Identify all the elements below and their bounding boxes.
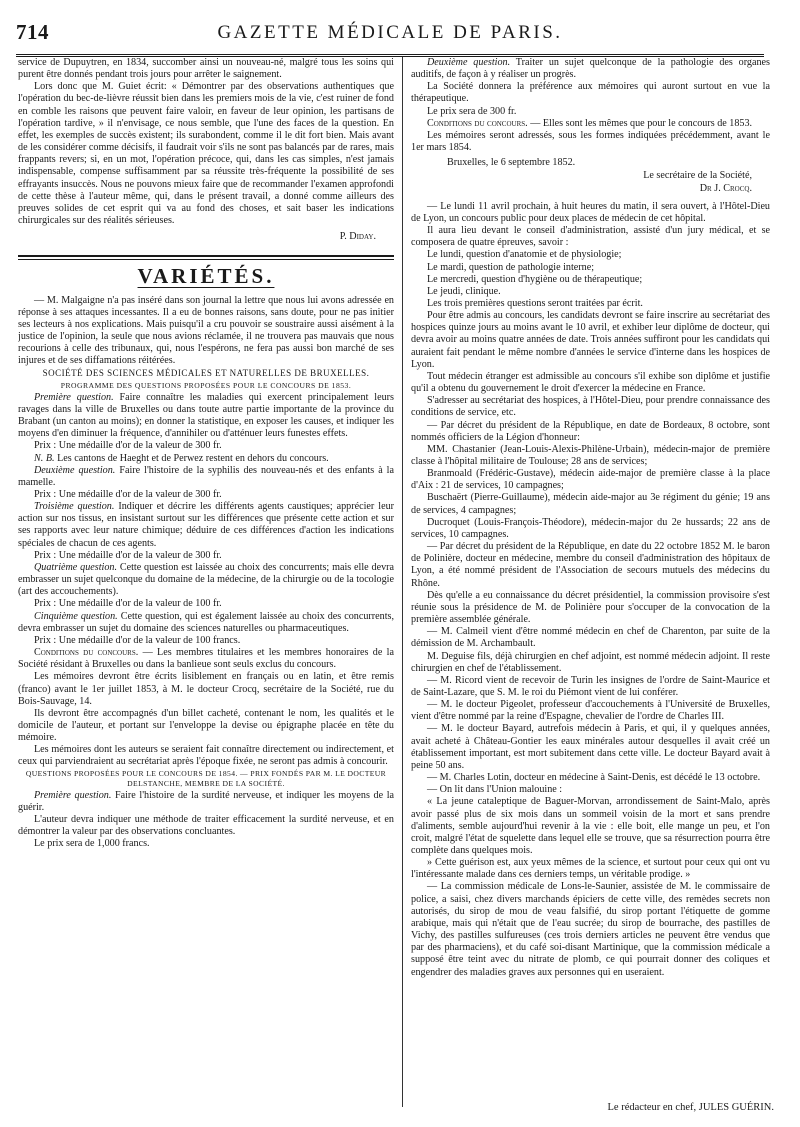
conditions-paragraph	[18, 647, 394, 671]
question-label: Première question.	[34, 789, 112, 801]
paragraph: La Société donnera la préférence aux mémoires qui auront surtout en vue la thérapeutique.	[411, 81, 770, 105]
paragraph: S'adresser au secrétariat des hospices, à l'Hôtel-Dieu, pour prendre connaissance des conditions de service, etc.	[411, 395, 770, 419]
question-text: Traiter un sujet quelconque de la pathologie des organes auditifs, de façon à y réaliser un progrès.	[411, 57, 770, 81]
paragraph: — M. Charles Lotin, docteur en médecine à Saint-Denis, est décédé le 13 octobre.	[427, 772, 761, 784]
paragraph: — Par décret du président de la République, en date du 22 octobre 1852 M. le baron de Polinière, docteur en médecine, membre du conseil d'administration des hôpitaux de Lyon, a été nommé président de l'Association de secours mutuels des médecins du Rhône.	[411, 541, 770, 589]
question-paragraph	[18, 392, 394, 441]
question-label: Quatrième question.	[34, 561, 117, 573]
question-paragraph	[18, 465, 394, 489]
paragraph: Les mémoires dont les auteurs se seraient fait connaître directement ou indirectement, et ceux qui parviendraient au secrétariat après l'époque fixée, ne seront pas admis à concourir.	[18, 744, 394, 768]
paragraph: — La commission médicale de Lons-le-Saunier, assistée de M. le commissaire de police, a saisi, chez divers marchands épiciers de cette ville, des remèdes secrets non autorisés, du sirop de mou de veau falsifié, du sirop portant l'étiquette de gomme arabique, mais qui n'était que de l'eau sucrée; du sirop de bourrache, des pastilles de Vichy, des pastilles sulfureuses (ces trois derniers articles ne peuvent être vendus que par des pharmaciens), et du café soi-disant Martinique, que la commission médicale a supposé être teint avec du nitrate de plomb, ce qui pourrait donner des coliques et engendrer des maladies graves aux personnes qui en useraient.	[411, 881, 770, 978]
paragraph: Buschaërt (Pierre-Guillaume), médecin aide-major au 3e régiment du génie; 19 ans de services, 4 campagnes;	[411, 492, 770, 516]
paragraph: — M. Malgaigne n'a pas inséré dans son journal la lettre que nous lui avons adressée en réponse à ses attaques incessantes. Il a eu de bonnes raisons, sans doute, pour ne pas initier ses lecteurs à nos explications. Mais puisqu'il a cru pouvoir se soustraire aussi aisément à la justice de l'opinion, la seule que nous avions réclamée, il ne trouvera pas mauvais que nous recourions à celle des tribunaux, qui, nous l'espérons, ne fera pas aussi bon marché de ses injures et de ses diffamations réitérées.	[18, 294, 394, 367]
prize-line: Prix : Une médaille d'or de la valeur de 300 fr.	[34, 440, 222, 452]
question-text: Faire connaître les maladies qui exercent principalement leurs ravages dans la ville de Bruxelles ou dans toute autre partie importante de la province du Brabant (un canton au moins); en donner la statistique, en exposer les causes, et indiquer les moyens d'en diminuer la fréquence, d'annihiler ou d'atténuer leurs funestes effets.	[18, 391, 394, 440]
page-number: 714	[16, 20, 49, 44]
paragraph: Les trois premières questions seront traitées par écrit.	[427, 297, 643, 309]
question-paragraph	[411, 57, 770, 81]
conditions-label: Conditions du concours.	[427, 117, 528, 129]
question-label: Première question.	[34, 391, 114, 403]
section-divider	[18, 255, 394, 260]
paragraph: — M. le docteur Pigeolet, professeur d'accouchements à l'Université de Bruxelles, vient d'être nommé par la reine d'Espagne, chevalier de l'ordre de Charles III.	[411, 699, 770, 723]
question-label: Deuxième question.	[34, 464, 116, 476]
society-heading: SOCIÉTÉ DES SCIENCES MÉDICALES ET NATURELLES DE BRUXELLES.	[42, 368, 370, 379]
question-text: Indiquer et décrire les différents agents caustiques; apprécier leur action sur nos tissus, en insistant surtout sur les différences que présente cette action et sur ses rapports avec leur nature chimique; déduire de ces différences d'action les indications spéciales de chacun de ces agents.	[18, 501, 394, 549]
question-paragraph	[18, 501, 394, 550]
paragraph: service de Dupuytren, en 1834, succomber ainsi un nouveau-né, malgré tous les soins qui purent être donnés pendant trois jours pour arrêter le saignement.	[18, 57, 394, 81]
question-label: Cinquième question.	[34, 610, 118, 622]
conditions-paragraph	[411, 118, 770, 130]
journal-title: GAZETTE MÉDICALE DE PARIS.	[217, 22, 563, 43]
list-item: Le jeudi, clinique.	[427, 285, 501, 297]
paragraph: Ducroquet (Louis-François-Théodore), médecin-major du 2e hussards; 22 ans de services, 10 campagnes.	[411, 516, 770, 540]
paragraph: « La jeune cataleptique de Baguer-Morvan, arrondissement de Saint-Malo, après avoir passé plus de six mois dans un sommeil voisin de la mort et sans prendre d'aliments, semble aujourd'hui revenir à la vie : elle boit, elle mange un peu, et l'on croit, malgré l'état de squelette dans lequel elle se trouve, que sa résurrection pourra être complète dans quelques mois.	[411, 796, 770, 856]
note-label: N. B.	[34, 452, 55, 464]
paragraph: Il aura lieu devant le conseil d'administration, assisté d'un jury médical, et se composera de quatre épreuves, savoir :	[411, 225, 770, 249]
paragraph: — Le lundi 11 avril prochain, à huit heures du matin, il sera ouvert, à l'Hôtel-Dieu de Lyon, un concours public pour deux places de médecin de cet hôpital.	[411, 200, 770, 224]
paragraph: Tout médecin étranger est admissible au concours s'il exhibe son diplôme et justifie qu'il a obtenu du gouvernement le droit d'exercer la médecine en France.	[411, 370, 770, 395]
question-label: Troisième question.	[34, 501, 115, 513]
paragraph: » Cette guérison est, aux yeux mêmes de la science, et surtout pour ceux qui ont vu l'intéressante malade dans ces derniers temps, un véritable prodige. »	[411, 857, 770, 881]
question-text: Faire l'histoire de la syphilis des nouveau-nés et des enfants à la mamelle.	[18, 464, 394, 488]
prize-line: Prix : Une médaille d'or de la valeur de 300 fr.	[34, 549, 222, 561]
conditions-label: Conditions du concours.	[34, 647, 139, 659]
prize-line: Le prix sera de 1,000 francs.	[34, 838, 150, 850]
paragraph: — M. Ricord vient de recevoir de Turin les insignes de l'ordre de Saint-Maurice et de Saint-Lazare, que S. M. le roi du Piémont vient de lui conférer.	[411, 674, 770, 698]
paragraph: L'auteur devra indiquer une méthode de traiter efficacement la surdité nerveuse, et en démontrer la valeur par des observations concluantes.	[18, 813, 394, 838]
prize-line: Prix : Une médaille d'or de la valeur de 100 francs.	[34, 634, 241, 646]
editor-signature: Le rédacteur en chef, JULES GUÉRIN.	[607, 1102, 774, 1113]
paragraph: Les mémoires seront adressés, sous les formes indiquées précédemment, avant le 1er mars 1854.	[411, 129, 770, 154]
paragraph: — On lit dans l'Union malouine :	[427, 784, 563, 796]
left-column	[18, 57, 394, 1119]
programme-heading-1854: QUESTIONS PROPOSÉES POUR LE CONCOURS DE 1854. — PRIX FONDÉS PAR M. LE DOCTEUR DELSTANCHE, MEMBRE DE LA SOCIÉTÉ.	[25, 768, 387, 789]
question-paragraph	[18, 562, 394, 598]
paragraph: MM. Chastanier (Jean-Louis-Alexis-Philène-Urbain), médecin-major de première classe à l'hôpital militaire de Toulouse; 28 ans de services;	[411, 443, 770, 467]
paragraph: Les mémoires devront être écrits lisiblement en français ou en latin, et être remis (franco) avant le 1er juillet 1853, à M. le docteur Crocq, secrétaire de la Société, rue du Bois-Sauvage, 14.	[18, 671, 394, 707]
signature: Dr J. Crocq.	[699, 182, 752, 194]
prize-line: Prix : Une médaille d'or de la valeur de 300 fr.	[34, 489, 222, 500]
paragraph: Dès qu'elle a eu connaissance du décret présidentiel, la commission provisoire s'est réunie sous la présidence de M. de Polinière pour s'occuper de la convocation de la première assemblée générale.	[411, 589, 770, 626]
column-rule	[402, 57, 403, 1107]
right-column	[411, 57, 770, 1119]
dateline: Bruxelles, le 6 septembre 1852.	[447, 157, 576, 169]
paragraph: M. Deguise fils, déjà chirurgien en chef adjoint, est nommé médecin adjoint. Il reste chirurgien en chef de l'établissement.	[411, 650, 770, 674]
conditions-text: — Elles sont les mêmes que pour le concours de 1853.	[527, 117, 753, 129]
question-text: Cette question, qui est également laissée au choix des concurrents, devra embrasser un sujet du domaine des sciences naturelles ou pharmaceutiques.	[18, 610, 394, 634]
signature: P. Diday.	[339, 231, 376, 243]
question-paragraph	[18, 611, 394, 635]
question-text: Faire l'histoire de la surdité nerveuse, et indiquer les moyens de la guérir.	[18, 789, 394, 813]
programme-heading: PROGRAMME DES QUESTIONS PROPOSÉES POUR LE CONCOURS DE 1853.	[60, 380, 352, 390]
paragraph: — M. Calmeil vient d'être nommé médecin en chef de Charenton, par suite de la démission de M. Archambault.	[411, 626, 770, 650]
prize-line: Le prix sera de 300 fr.	[427, 105, 517, 117]
list-item: Le mercredi, question d'hygiène ou de thérapeutique;	[427, 273, 643, 285]
note-text: Les cantons de Haeght et de Perwez restent en dehors du concours.	[54, 452, 329, 464]
conditions-text: — Les membres titulaires et les membres honoraires de la Société résidant à Bruxelles ou dans la banlieue sont seuls exclus du concours.	[18, 647, 394, 671]
paragraph: Pour être admis au concours, les candidats devront se faire inscrire au secrétariat des hospices quinze jours au moins avant le 10 avril, et exhiber leur diplôme de docteur, qui devra avoir au moins quatre années de date. Trois années suffiront pour les candidats qui auraient fait pendant le même nombre d'années le service d'interne dans les hospices de Lyon.	[411, 310, 770, 370]
page-header	[16, 14, 764, 57]
question-text: Cette question est laissée au choix des concurrents; mais elle devra embrasser un sujet quelconque du domaine de la médecine, de la chirurgie ou de la tocologie (art des accouchements).	[18, 561, 394, 598]
list-item: Le mardi, question de pathologie interne;	[427, 261, 595, 273]
paragraph: — M. le docteur Bayard, autrefois médecin à Paris, et qui, il y quelques années, avait acheté à Château-Gontier les eaux minérales autour desquelles il avait créé un établissement important, est mort subitement dans cette ville. Le docteur Bayard avait à peine 50 ans.	[411, 723, 770, 771]
note-paragraph	[18, 453, 394, 465]
paragraph: Branmoald (Frédéric-Gustave), médecin aide-major de première classe à la place d'Aix : 21 de services, 10 campagnes;	[411, 468, 770, 492]
question-paragraph	[18, 790, 394, 814]
paragraph: Ils devront être accompagnés d'un billet cacheté, contenant le nom, les qualités et le domicile de l'auteur, et portant sur l'enveloppe la devise ou épigraphe placée en tête du mémoire.	[18, 707, 394, 744]
paragraph: — Par décret du président de la République, en date de Bordeaux, 8 octobre, sont nommés officiers de la Légion d'honneur:	[411, 419, 770, 443]
paragraph: Lors donc que M. Guiet écrit: « Démontrer par des observations authentiques que l'opération du bec-de-lièvre réussit bien dans les premiers mois de la vie, c'est ruiner de fond en comble les raisons que peuvent faire valoir, en faveur de leur opinion, les partisans de l'opération tardive, » il n'envisage, ce nous semble, que l'une des faces de la question. En effet, les exemples de succès existent; ils surabondent, comme il le dit fort bien. Mais avant de les considérer comme décisifs, il faudrait voir s'ils ne sont pas balancés par de rares, mais frappants revers; si, en un mot, l'opération précoce, qui, dans les cas simples, n'est jamais indispensable, compense suffisamment par sa réussite très-fréquente la possibilité de ses effrayants insuccès. Nous ne pouvons mieux faire que de recommander l'examen approfondi de cette thèse à l'auteur même, qui, dans le présent travail, a donné comme ailleurs des preuves solides de cet esprit qui va au fond des choses, et sait baser les indications chirurgicales sur des réalités sérieuses.	[18, 81, 394, 227]
list-item: Le lundi, question d'anatomie et de physiologie;	[427, 249, 622, 261]
section-title: VARIÉTÉS.	[137, 264, 275, 289]
signature-title: Le secrétaire de la Société,	[643, 170, 752, 182]
question-label: Deuxième question.	[427, 57, 511, 68]
prize-line: Prix : Une médaille d'or de la valeur de 100 fr.	[34, 598, 222, 610]
